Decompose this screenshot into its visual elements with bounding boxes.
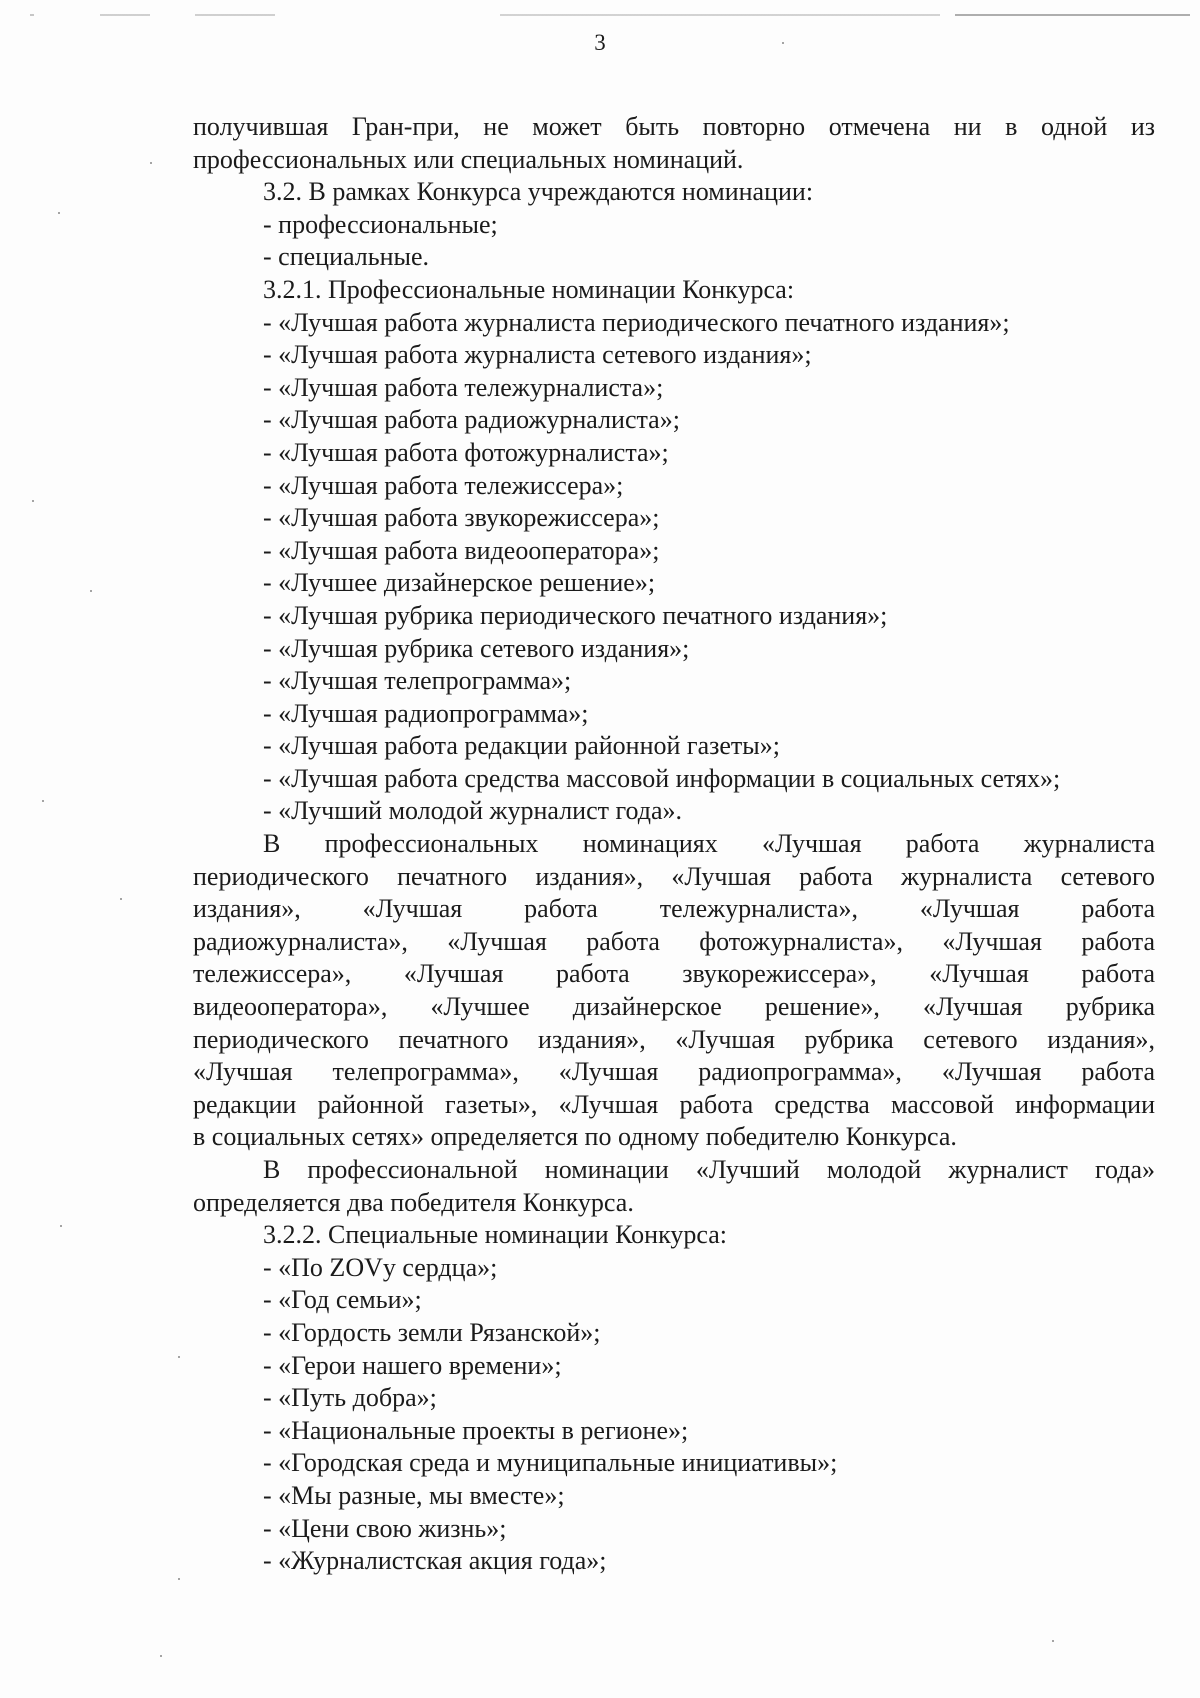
list-item: - «Лучшая работа тележурналиста»; <box>263 372 664 402</box>
scan-speck <box>90 590 92 592</box>
list-item: - «Лучшая работа тележиссера»; <box>263 470 624 500</box>
scan-speck <box>1052 1640 1054 1642</box>
list-item: - «Год семьи»; <box>263 1285 422 1315</box>
list-item: - «Мы разные, мы вместе»; <box>263 1480 565 1510</box>
page-number: 3 <box>594 30 606 55</box>
text-line: «Лучшая телепрограмма», «Лучшая радиопрограмма», «Лучшая работа <box>193 1057 1155 1087</box>
text-line: видеооператора», «Лучшее дизайнерское решение», «Лучшая рубрика <box>193 992 1155 1022</box>
list-item: - «Путь добра»; <box>263 1383 437 1413</box>
list-item: - «Лучшая радиопрограмма»; <box>263 698 589 728</box>
text-line: периодического печатного издания», «Лучшая работа журналиста сетевого <box>193 861 1155 891</box>
list-item: - «Лучшая работа радиожурналиста»; <box>263 405 680 435</box>
section-heading: 3.2. В рамках Конкурса учреждаются номинации: <box>263 177 814 207</box>
scan-speck <box>178 1578 180 1580</box>
text-line: радиожурналиста», «Лучшая работа фотожурналиста», «Лучшая работа <box>193 926 1155 956</box>
section-heading: 3.2.1. Профессиональные номинации Конкурса: <box>263 274 795 304</box>
list-item: - профессиональные; <box>263 209 498 239</box>
list-item: - «Лучшая работа средства массовой информации в социальных сетях»; <box>263 763 1061 793</box>
text-line: В профессиональной номинации «Лучший молодой журналист года» <box>263 1155 1155 1184</box>
text-line: определяется два победителя Конкурса. <box>193 1187 634 1217</box>
paragraph-two-winners <box>193 1154 1155 1219</box>
text-line: периодического печатного издания», «Лучшая рубрика сетевого издания», <box>193 1024 1155 1054</box>
document-body <box>193 111 1155 1578</box>
list-item: - «Лучшая рубрика сетевого издания»; <box>263 633 690 663</box>
scan-speck <box>120 898 122 900</box>
text-line: в социальных сетях» определяется по одному победителю Конкурса. <box>193 1122 957 1152</box>
list-item: - «Лучшая работа фотожурналиста»; <box>263 437 669 467</box>
list-item: - «Цени свою жизнь»; <box>263 1513 507 1543</box>
scan-speck <box>58 212 60 214</box>
scan-speck <box>150 162 152 164</box>
text-line: тележиссера», «Лучшая работа звукорежиссера», «Лучшая работа <box>193 959 1155 989</box>
list-item: - «Лучший молодой журналист года». <box>263 796 683 826</box>
list-item: - «Лучшая работа редакции районной газеты»; <box>263 731 780 761</box>
list-item: - «Лучшая работа видеооператора»; <box>263 535 660 565</box>
list-item: - «Лучшая работа журналиста периодического печатного издания»; <box>263 307 1010 337</box>
scan-artifact-line <box>0 14 1200 16</box>
list-item: - «Национальные проекты в регионе»; <box>263 1415 689 1445</box>
section-3-2 <box>193 176 1155 274</box>
text-line: профессиональных или специальных номинаций. <box>193 144 744 174</box>
section-heading: 3.2.2. Специальные номинации Конкурса: <box>263 1220 727 1250</box>
text-line: редакции районной газеты», «Лучшая работа средства массовой информации <box>193 1089 1155 1119</box>
text-line: В профессиональных номинациях «Лучшая работа журналиста <box>263 829 1155 859</box>
scan-speck <box>178 1356 180 1358</box>
section-3-2-2 <box>193 1219 1155 1578</box>
list-item: - «Журналистская акция года»; <box>263 1546 607 1576</box>
list-item: - «Лучшая работа журналиста сетевого издания»; <box>263 340 812 370</box>
list-item: - специальные. <box>263 242 430 272</box>
list-item: - «Герои нашего времени»; <box>263 1350 562 1380</box>
paragraph-single-winner <box>193 828 1155 1154</box>
section-3-2-1 <box>193 274 1155 828</box>
intro-paragraph <box>193 111 1155 176</box>
list-item: - «Гордость земли Рязанской»; <box>263 1317 601 1347</box>
list-item: - «Лучшая рубрика периодического печатного издания»; <box>263 600 888 630</box>
list-item: - «По ZOVу сердца»; <box>263 1252 498 1282</box>
scan-speck <box>32 500 34 502</box>
text-line: получившая Гран-при, не может быть повторно отмечена ни в одной из <box>193 112 1155 141</box>
list-item: - «Лучшая работа звукорежиссера»; <box>263 503 660 533</box>
text-line: издания», «Лучшая работа тележурналиста», «Лучшая работа <box>193 894 1155 924</box>
list-item: - «Лучшее дизайнерское решение»; <box>263 568 656 598</box>
scan-speck <box>42 800 44 802</box>
list-item: - «Городская среда и муниципальные инициативы»; <box>263 1448 838 1478</box>
scan-speck <box>160 1655 162 1657</box>
list-item: - «Лучшая телепрограмма»; <box>263 666 572 696</box>
scan-speck <box>60 1225 62 1227</box>
